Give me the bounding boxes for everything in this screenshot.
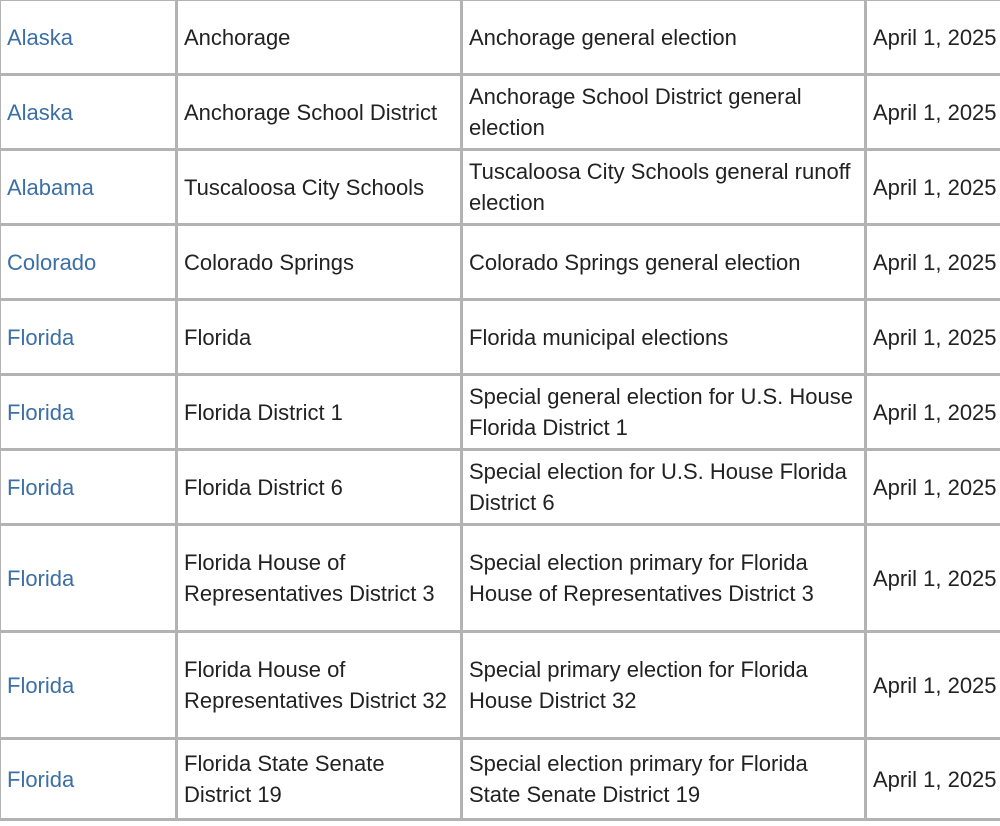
date-cell: April 1, 2025 — [866, 225, 1000, 300]
election-cell: Special election primary for Florida State Senate District 19 — [462, 739, 866, 820]
jurisdiction-cell: Florida House of Representatives District 3 — [177, 525, 462, 632]
election-cell: Colorado Springs general election — [462, 225, 866, 300]
state-link[interactable]: Alabama — [7, 174, 94, 200]
date-cell: April 1, 2025 — [866, 0, 1000, 75]
table-row — [0, 375, 1000, 450]
state-link[interactable]: Florida — [7, 766, 75, 792]
state-link[interactable]: Colorado — [7, 249, 97, 275]
jurisdiction-cell: Tuscaloosa City Schools — [177, 150, 462, 225]
election-cell: Tuscaloosa City Schools general runoff election — [462, 150, 866, 225]
table-row — [0, 632, 1000, 739]
state-link[interactable]: Alaska — [7, 24, 74, 50]
election-cell: Florida municipal elections — [462, 300, 866, 375]
jurisdiction-cell: Florida House of Representatives District 32 — [177, 632, 462, 739]
table-row — [0, 0, 1000, 75]
state-cell — [0, 450, 177, 525]
date-cell: April 1, 2025 — [866, 632, 1000, 739]
table-row — [0, 525, 1000, 632]
jurisdiction-cell: Anchorage — [177, 0, 462, 75]
jurisdiction-cell: Florida — [177, 300, 462, 375]
state-cell — [0, 150, 177, 225]
date-cell: April 1, 2025 — [866, 300, 1000, 375]
jurisdiction-cell: Florida State Senate District 19 — [177, 739, 462, 820]
table-row — [0, 450, 1000, 525]
table-row — [0, 75, 1000, 150]
election-cell: Anchorage general election — [462, 0, 866, 75]
state-cell — [0, 632, 177, 739]
election-cell: Special election primary for Florida House of Representatives District 3 — [462, 525, 866, 632]
table-row — [0, 300, 1000, 375]
state-link[interactable]: Florida — [7, 399, 75, 425]
state-link[interactable]: Florida — [7, 672, 75, 698]
table-row — [0, 225, 1000, 300]
jurisdiction-cell: Colorado Springs — [177, 225, 462, 300]
state-link[interactable]: Florida — [7, 474, 75, 500]
state-link[interactable]: Alaska — [7, 99, 74, 125]
jurisdiction-cell: Anchorage School District — [177, 75, 462, 150]
date-cell: April 1, 2025 — [866, 375, 1000, 450]
state-cell — [0, 300, 177, 375]
state-link[interactable]: Florida — [7, 565, 75, 591]
jurisdiction-cell: Florida District 6 — [177, 450, 462, 525]
jurisdiction-cell: Florida District 1 — [177, 375, 462, 450]
state-cell — [0, 739, 177, 820]
election-cell: Special election for U.S. House Florida District 6 — [462, 450, 866, 525]
state-cell — [0, 525, 177, 632]
election-cell: Anchorage School District general election — [462, 75, 866, 150]
state-cell — [0, 225, 177, 300]
state-link[interactable]: Florida — [7, 324, 75, 350]
state-cell — [0, 375, 177, 450]
state-cell — [0, 75, 177, 150]
date-cell: April 1, 2025 — [866, 75, 1000, 150]
date-cell: April 1, 2025 — [866, 525, 1000, 632]
date-cell: April 1, 2025 — [866, 739, 1000, 820]
date-cell: April 1, 2025 — [866, 450, 1000, 525]
election-cell: Special primary election for Florida House District 32 — [462, 632, 866, 739]
table-row — [0, 739, 1000, 820]
election-cell: Special general election for U.S. House Florida District 1 — [462, 375, 866, 450]
table-row — [0, 150, 1000, 225]
date-cell: April 1, 2025 — [866, 150, 1000, 225]
state-cell — [0, 0, 177, 75]
